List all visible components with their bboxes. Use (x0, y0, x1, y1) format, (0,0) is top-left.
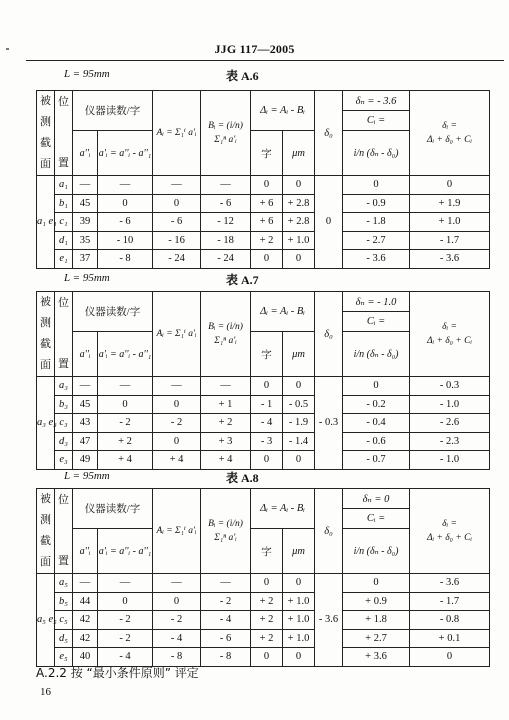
header-A: Aᵢ = Σ₁ⁱ a'ᵢ (153, 91, 201, 176)
cell-delta-um: 0 (283, 377, 315, 396)
row-group-label: a₅ e₅ (37, 574, 55, 667)
header-delta-n: δₙ = - 3.6 (343, 91, 410, 111)
header-B: Bᵢ = (i/n) Σ₁ⁿ a'ᵢ (201, 91, 251, 176)
cell-raw-reading: 49 (73, 451, 98, 470)
cell-position: e₅ (55, 648, 73, 667)
header-readings: 仪器读数/字 (73, 292, 153, 332)
cell-raw-reading: 42 (73, 629, 98, 648)
header-delta-unit-count: 字 (251, 131, 283, 176)
header-section-char: 测 (40, 514, 51, 526)
header-raw-reading: a''ᵢ (73, 332, 98, 377)
cell-delta-um: 0 (283, 250, 315, 269)
measurement-table (36, 291, 490, 470)
cell-position: c₅ (55, 611, 73, 630)
cell-position: d₃ (55, 432, 73, 451)
document-code: JJG 117—2005 (214, 42, 295, 56)
cell-raw-reading: 47 (73, 432, 98, 451)
cell-delta-count: 0 (251, 377, 283, 396)
header-delta-unit-count: 字 (251, 529, 283, 574)
cell-raw-reading: 35 (73, 231, 98, 250)
cell-position: c₃ (55, 414, 73, 433)
cell-adjusted-reading: — (98, 176, 153, 195)
cell-final: - 1.7 (410, 231, 490, 250)
cell-delta-count: + 6 (251, 213, 283, 232)
header-C-formula: i/n (δₙ - δ₀) (343, 529, 410, 574)
cell-final: - 1.0 (410, 395, 490, 414)
cell-C: + 0.9 (343, 592, 410, 611)
header-rule (26, 60, 504, 61)
header-position (55, 489, 73, 574)
cell-C: - 0.7 (343, 451, 410, 470)
cell-A: - 2 (153, 611, 201, 630)
cell-delta0: - 0.3 (315, 377, 343, 470)
header-delta-n: δₙ = - 1.0 (343, 292, 410, 312)
cell-position: a₁ (55, 176, 73, 195)
cell-adjusted-reading: 0 (98, 395, 153, 414)
header-readings: 仪器读数/字 (73, 91, 153, 131)
cell-adjusted-reading: 0 (98, 592, 153, 611)
header-final-line1: δᵢ = (442, 121, 457, 131)
cell-adjusted-reading: + 4 (98, 451, 153, 470)
cell-C: + 2.7 (343, 629, 410, 648)
cell-delta-count: 0 (251, 648, 283, 667)
cell-final: 0 (410, 176, 490, 195)
header-final-line1: δᵢ = (442, 519, 457, 529)
cell-A: 0 (153, 592, 201, 611)
cell-delta-count: 0 (251, 250, 283, 269)
measurement-table (36, 90, 490, 269)
header-section-char: 截 (40, 338, 51, 350)
length-label: L = 95mm (64, 272, 110, 284)
cell-position: e₃ (55, 451, 73, 470)
header-section-char: 测 (40, 116, 51, 128)
table-row (37, 432, 490, 451)
header-adjusted-reading: a'ᵢ = a''ᵢ - a''₁ (98, 529, 153, 574)
cell-delta-um: + 1.0 (283, 231, 315, 250)
table-row (37, 231, 490, 250)
cell-delta-um: 0 (283, 451, 315, 470)
cell-delta-count: + 2 (251, 231, 283, 250)
cell-delta-count: 0 (251, 574, 283, 593)
header-final (410, 292, 490, 377)
cell-A: + 4 (153, 451, 201, 470)
cell-B: - 12 (201, 213, 251, 232)
cell-delta0: 0 (315, 176, 343, 269)
cell-delta-count: 0 (251, 451, 283, 470)
cell-raw-reading: 45 (73, 194, 98, 213)
cell-A: - 4 (153, 629, 201, 648)
row-group-label: a₃ e₃ (37, 377, 55, 470)
cell-delta-count: - 1 (251, 395, 283, 414)
header-raw-reading: a''ᵢ (73, 529, 98, 574)
cell-B: — (201, 377, 251, 396)
header-delta0: δ₀ (315, 489, 343, 574)
header-adjusted-reading: a'ᵢ = a''ᵢ - a''₁ (98, 332, 153, 377)
header-delta0: δ₀ (315, 292, 343, 377)
cell-delta-count: 0 (251, 176, 283, 195)
cell-final: - 0.3 (410, 377, 490, 396)
header-position-char: 位 (58, 494, 69, 506)
table-row (37, 377, 490, 396)
table-row (37, 629, 490, 648)
header-delta-unit-um: μm (283, 131, 315, 176)
header-C: Cᵢ = (343, 312, 410, 332)
header-section-char: 面 (40, 359, 51, 371)
cell-B: — (201, 176, 251, 195)
cell-C: - 1.8 (343, 213, 410, 232)
cell-raw-reading: 45 (73, 395, 98, 414)
cell-raw-reading: 43 (73, 414, 98, 433)
table-row (37, 574, 490, 593)
cell-final: + 0.1 (410, 629, 490, 648)
cell-position: c₁ (55, 213, 73, 232)
cell-raw-reading: 37 (73, 250, 98, 269)
cell-A: - 6 (153, 213, 201, 232)
cell-A: - 8 (153, 648, 201, 667)
cell-final: - 3.6 (410, 250, 490, 269)
cell-delta-um: 0 (283, 648, 315, 667)
header-delta: Δᵢ = Aᵢ - Bᵢ (251, 91, 315, 131)
header-final-line2: Δᵢ + δ₀ + Cᵢ (427, 533, 472, 543)
header-adjusted-reading: a'ᵢ = a''ᵢ - a''₁ (98, 131, 153, 176)
header-section (37, 489, 55, 574)
cell-B: - 24 (201, 250, 251, 269)
table-row (37, 194, 490, 213)
cell-raw-reading: 42 (73, 611, 98, 630)
cell-B: - 2 (201, 592, 251, 611)
header-A: Aᵢ = Σ₁ⁱ a'ᵢ (153, 489, 201, 574)
header-C: Cᵢ = (343, 111, 410, 131)
cell-delta-um: + 1.0 (283, 629, 315, 648)
cell-final: - 3.6 (410, 574, 490, 593)
cell-delta-count: + 2 (251, 592, 283, 611)
header-delta0: δ₀ (315, 91, 343, 176)
length-label: L = 95mm (64, 68, 110, 80)
cell-B: - 6 (201, 629, 251, 648)
header-position-char: 置 (58, 157, 69, 169)
cell-C: 0 (343, 176, 410, 195)
table-row (37, 592, 490, 611)
cell-adjusted-reading: — (98, 377, 153, 396)
header-delta: Δᵢ = Aᵢ - Bᵢ (251, 489, 315, 529)
table-row (37, 414, 490, 433)
cell-A: 0 (153, 432, 201, 451)
cell-position: d₅ (55, 629, 73, 648)
cell-delta-count: - 3 (251, 432, 283, 451)
measurement-table (36, 488, 490, 667)
cell-position: e₁ (55, 250, 73, 269)
cell-delta0: - 3.6 (315, 574, 343, 667)
cell-delta-um: - 1.4 (283, 432, 315, 451)
cell-delta-um: - 0.5 (283, 395, 315, 414)
cell-adjusted-reading: - 4 (98, 648, 153, 667)
header-section-char: 截 (40, 535, 51, 547)
header-section-char: 截 (40, 137, 51, 149)
cell-A: — (153, 377, 201, 396)
cell-B: + 1 (201, 395, 251, 414)
header-final (410, 91, 490, 176)
cell-delta-count: + 2 (251, 611, 283, 630)
cell-delta-um: - 1.9 (283, 414, 315, 433)
cell-raw-reading: — (73, 176, 98, 195)
header-delta-unit-um: μm (283, 529, 315, 574)
header-B: Bᵢ = (i/n) Σ₁ⁿ a'ᵢ (201, 489, 251, 574)
cell-position: d₁ (55, 231, 73, 250)
table-title: 表 A.7 (226, 273, 259, 287)
header-A: Aᵢ = Σ₁ⁱ a'ᵢ (153, 292, 201, 377)
header-position (55, 91, 73, 176)
cell-C: - 0.9 (343, 194, 410, 213)
cell-final: 0 (410, 648, 490, 667)
header-delta-unit-um: μm (283, 332, 315, 377)
cell-A: — (153, 574, 201, 593)
cell-raw-reading: 40 (73, 648, 98, 667)
cell-B: - 18 (201, 231, 251, 250)
cell-adjusted-reading: - 2 (98, 611, 153, 630)
cell-C: 0 (343, 377, 410, 396)
cell-position: a₃ (55, 377, 73, 396)
cell-C: - 0.6 (343, 432, 410, 451)
cell-C: - 0.4 (343, 414, 410, 433)
header-section-char: 测 (40, 317, 51, 329)
header-C-formula: i/n (δₙ - δ₀) (343, 332, 410, 377)
cell-B: + 4 (201, 451, 251, 470)
cell-position: b₁ (55, 194, 73, 213)
cell-raw-reading: 44 (73, 592, 98, 611)
cell-C: 0 (343, 574, 410, 593)
table-title: 表 A.8 (226, 471, 259, 485)
cell-position: b₅ (55, 592, 73, 611)
cell-position: b₃ (55, 395, 73, 414)
cell-A: — (153, 176, 201, 195)
cell-final: + 1.0 (410, 213, 490, 232)
header-position-char: 置 (58, 358, 69, 370)
cell-final: - 1.0 (410, 451, 490, 470)
header-position-char: 位 (58, 96, 69, 108)
cell-delta-count: - 4 (251, 414, 283, 433)
cell-final: - 2.6 (410, 414, 490, 433)
cell-C: + 1.8 (343, 611, 410, 630)
cell-B: — (201, 574, 251, 593)
cell-B: - 6 (201, 194, 251, 213)
header-section-char: 被 (40, 95, 51, 107)
cell-delta-um: 0 (283, 176, 315, 195)
header-section (37, 292, 55, 377)
table-row (37, 176, 490, 195)
header-position-char: 位 (58, 297, 69, 309)
cell-delta-um: + 2.8 (283, 194, 315, 213)
section-heading: A.2.2 按 “最小条件原则” 评定 (36, 666, 199, 680)
cell-C: - 2.7 (343, 231, 410, 250)
cell-delta-um: + 1.0 (283, 592, 315, 611)
table-row (37, 611, 490, 630)
cell-delta-um: 0 (283, 574, 315, 593)
cell-B: + 2 (201, 414, 251, 433)
table-title: 表 A.6 (226, 69, 259, 83)
header-C-formula: i/n (δₙ - δ₀) (343, 131, 410, 176)
cell-final: + 1.9 (410, 194, 490, 213)
cell-B: - 8 (201, 648, 251, 667)
cell-C: + 3.6 (343, 648, 410, 667)
table-row (37, 250, 490, 269)
header-position (55, 292, 73, 377)
cell-adjusted-reading: 0 (98, 194, 153, 213)
header-section-char: 面 (40, 556, 51, 568)
cell-adjusted-reading: — (98, 574, 153, 593)
cell-delta-count: + 6 (251, 194, 283, 213)
cell-adjusted-reading: - 10 (98, 231, 153, 250)
header-section-char: 被 (40, 296, 51, 308)
table-row (37, 395, 490, 414)
cell-B: + 3 (201, 432, 251, 451)
table-row (37, 451, 490, 470)
cell-raw-reading: — (73, 377, 98, 396)
cell-raw-reading: — (73, 574, 98, 593)
cell-A: 0 (153, 194, 201, 213)
header-B: Bᵢ = (i/n) Σ₁ⁿ a'ᵢ (201, 292, 251, 377)
cell-adjusted-reading: - 2 (98, 629, 153, 648)
cell-final: - 1.7 (410, 592, 490, 611)
cell-B: - 4 (201, 611, 251, 630)
cell-C: - 0.2 (343, 395, 410, 414)
table-row (37, 213, 490, 232)
cell-A: - 24 (153, 250, 201, 269)
header-final-line2: Δᵢ + δ₀ + Cᵢ (427, 135, 472, 145)
cell-adjusted-reading: - 8 (98, 250, 153, 269)
header-section-char: 面 (40, 158, 51, 170)
cell-raw-reading: 39 (73, 213, 98, 232)
header-section-char: 被 (40, 493, 51, 505)
cell-delta-um: + 2.8 (283, 213, 315, 232)
cell-final: - 2.3 (410, 432, 490, 451)
header-position-char: 置 (58, 555, 69, 567)
header-final (410, 489, 490, 574)
cell-final: - 0.8 (410, 611, 490, 630)
header-C: Cᵢ = (343, 509, 410, 529)
cell-A: - 16 (153, 231, 201, 250)
header-raw-reading: a''ᵢ (73, 131, 98, 176)
cell-A: - 2 (153, 414, 201, 433)
cell-delta-count: + 2 (251, 629, 283, 648)
page-number: 16 (40, 686, 51, 698)
header-final-line1: δᵢ = (442, 322, 457, 332)
cell-delta-um: + 1.0 (283, 611, 315, 630)
cell-adjusted-reading: - 2 (98, 414, 153, 433)
header-final-line2: Δᵢ + δ₀ + Cᵢ (427, 336, 472, 346)
length-label: L = 95mm (64, 470, 110, 482)
header-section (37, 91, 55, 176)
cell-C: - 3.6 (343, 250, 410, 269)
cell-A: 0 (153, 395, 201, 414)
row-group-label: a₁ e₁ (37, 176, 55, 269)
header-delta-n: δₙ = 0 (343, 489, 410, 509)
header-delta-unit-count: 字 (251, 332, 283, 377)
header-delta: Δᵢ = Aᵢ - Bᵢ (251, 292, 315, 332)
cell-position: a₅ (55, 574, 73, 593)
cell-adjusted-reading: - 6 (98, 213, 153, 232)
header-readings: 仪器读数/字 (73, 489, 153, 529)
cell-adjusted-reading: + 2 (98, 432, 153, 451)
